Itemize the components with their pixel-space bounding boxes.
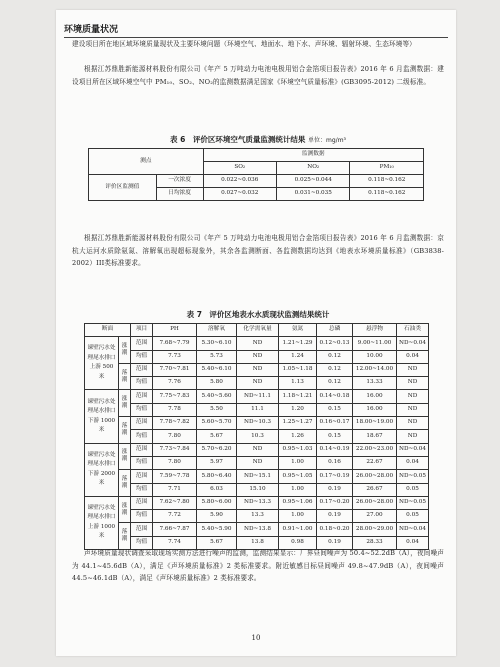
t7-row-label: 均值 [131,510,153,523]
t7-cell: ND~13.8 [237,523,279,536]
t7-cell: ND~15.1 [237,470,279,483]
t7-cell: 0.18~0.20 [317,523,353,536]
t7-cell: 1.00 [279,456,317,469]
t6-cell: 0.118~0.162 [350,175,424,188]
t7-body [85,337,429,550]
t7-cell: 26.00~28.00 [353,496,397,509]
table-row [85,510,429,523]
t7-cell: 1.00 [279,483,317,496]
t7-cell: 0.12 [317,350,353,363]
t6-cell: 0.118~0.162 [350,188,424,201]
t7-cell: 26.00~28.00 [353,470,397,483]
t7-cell: 7.76 [153,377,197,390]
t7-cell: 7.70~7.81 [153,363,197,376]
t7-cell: 0.05 [397,483,429,496]
t7-cell: 0.19 [317,483,353,496]
t7-row-label: 均值 [131,536,153,549]
t7-head: 总磷 [317,324,353,337]
t7-cell: ND~0.05 [397,496,429,509]
t7-section-name: 谏壁污水处理尾水排口上游 1000 米 [85,496,119,549]
t7-cell: 7.72 [153,510,197,523]
t6-cell: 0.022~0.036 [203,175,276,188]
t7-cell: 28.33 [353,536,397,549]
t7-cell: ND~10.3 [237,417,279,430]
table-row [85,430,429,443]
table-row [85,403,429,416]
t7-cell: 5.50 [197,403,237,416]
t7-cell: 13.3 [237,510,279,523]
t7-cell: 0.12 [317,363,353,376]
t7-cell: 0.15 [317,430,353,443]
t7-cell: 11.1 [237,403,279,416]
t7-cell: 7.73~7.84 [153,443,197,456]
t7-head: 氨氮 [279,324,317,337]
t7-cell: 5.40~5.90 [197,523,237,536]
t7-cell: 0.14~0.19 [317,443,353,456]
table-row [85,483,429,496]
t7-row-label: 范围 [131,523,153,536]
t7-tide: 涨潮 [119,496,131,523]
t7-cell: 1.25~1.27 [279,417,317,430]
t7-cell: 13.33 [353,377,397,390]
t7-cell: 5.30~6.10 [197,337,237,350]
t7-cell: 0.95~1.06 [279,496,317,509]
t7-cell: 28.00~29.00 [353,523,397,536]
t7-cell: 7.78 [153,403,197,416]
t7-row-label: 范围 [131,390,153,403]
t7-tide: 落潮 [119,363,131,390]
t7-row-label: 均值 [131,350,153,363]
t7-cell: 6.03 [197,483,237,496]
t7-cell: ND [397,417,429,430]
t7-cell: 5.80 [197,377,237,390]
t6-col: PM₁₀ [350,162,424,175]
t7-tide: 涨潮 [119,337,131,364]
t7-cell: 0.95~1.03 [279,443,317,456]
table-row [89,175,424,188]
t7-cell: 26.67 [353,483,397,496]
t7-row-label: 范围 [131,496,153,509]
t7-cell: ND~11.1 [237,390,279,403]
t7-cell: 1.21~1.29 [279,337,317,350]
table-row [85,337,429,350]
t7-tide: 落潮 [119,470,131,497]
t7-cell: 0.19 [317,536,353,549]
t7-cell: 5.97 [197,456,237,469]
t7-cell: 7.59~7.78 [153,470,197,483]
t7-cell: ND [397,377,429,390]
t7-row-label: 范围 [131,417,153,430]
intro-heading-text: 建设项目所在地区域环境质量现状及主要环境问题（环境空气、地面水、地下水、声环境、辐射环境、生态环境等） [72,40,416,48]
t7-cell: 1.05~1.18 [279,363,317,376]
t7-cell: 7.78~7.82 [153,417,197,430]
t7-cell: 0.17~0.19 [317,470,353,483]
t7-tide: 涨潮 [119,443,131,470]
t7-cell: 5.67 [197,536,237,549]
t7-cell: ND [237,363,279,376]
t7-cell: 5.67 [197,430,237,443]
t7-head: 石油类 [397,324,429,337]
t7-cell: 7.62~7.80 [153,496,197,509]
t7-cell: 5.40~5.60 [197,390,237,403]
t7-cell: 13.8 [237,536,279,549]
t7-head: PH [153,324,197,337]
t7-cell: 0.91~1.00 [279,523,317,536]
t6-row-label: 一次浓度 [156,175,203,188]
t7-section-name: 谏壁污水处理尾水排口下游 2000 米 [85,443,119,496]
t7-cell: ND [397,403,429,416]
t6-cell: 0.025~0.044 [277,175,350,188]
t7-cell: ND [397,390,429,403]
t6-head-point: 测点 [89,149,204,175]
t7-cell: 1.13 [279,377,317,390]
t7-cell: 0.98 [279,536,317,549]
t6-cell: 0.027~0.032 [203,188,276,201]
t7-cell: 7.66~7.87 [153,523,197,536]
t7-cell: 10.00 [353,350,397,363]
table7-caption: 表 7 评价区地表水水质现状监测结果统计 [186,310,330,319]
t7-row-label: 均值 [131,403,153,416]
t7-cell: 5.70~6.20 [197,443,237,456]
t6-col: SO₂ [203,162,276,175]
t7-cell: ND~0.04 [397,523,429,536]
table-row [85,456,429,469]
t7-head: 断面 [85,324,131,337]
t7-cell: 0.04 [397,456,429,469]
t7-tide: 落潮 [119,523,131,550]
air-quality-table [88,148,424,201]
t7-cell: 0.05 [397,510,429,523]
t7-cell: ND~0.05 [397,470,429,483]
t7-section-name: 谏壁污水处理尾水排口上游 500 米 [85,337,119,390]
t7-cell: 0.16~0.17 [317,417,353,430]
t7-row-label: 均值 [131,483,153,496]
t6-col: NO₂ [277,162,350,175]
table-row [85,350,429,363]
t7-cell: ND [397,363,429,376]
table-row [85,363,429,376]
table-row [85,377,429,390]
document-page [56,10,456,656]
t7-cell: 7.75~7.83 [153,390,197,403]
table-row [85,496,429,509]
water-quality-table [84,323,429,550]
t7-cell: 1.18~1.21 [279,390,317,403]
t7-tide: 涨潮 [119,390,131,417]
t7-cell: 1.00 [279,510,317,523]
t7-cell: 0.12 [317,377,353,390]
table6-caption-text: 表 6 评价区环境空气质量监测统计结果 [170,135,306,144]
table6-caption [72,134,444,145]
t7-cell: ND [237,337,279,350]
t7-cell: 12.00~14.00 [353,363,397,376]
table-row [85,470,429,483]
t7-head: 悬浮物 [353,324,397,337]
t7-cell: ND [397,430,429,443]
t7-head: 化学需氧量 [237,324,279,337]
t7-cell: 16.00 [353,403,397,416]
table-row [85,523,429,536]
t7-cell: 18.67 [353,430,397,443]
t7-cell: 5.60~5.70 [197,417,237,430]
t7-cell: 5.80~6.40 [197,470,237,483]
t7-cell: 5.90 [197,510,237,523]
t6-row-label: 日均浓度 [156,188,203,201]
table-row [85,390,429,403]
t7-cell: 0.17~0.20 [317,496,353,509]
t7-tide: 落潮 [119,417,131,444]
t7-cell: 18.00~19.00 [353,417,397,430]
table-row [85,417,429,430]
air-quality-paragraph: 根据江苏鼎胜新能源材料股份有限公司《年产 5 万吨动力电池电极用铝合金箔项目报告表》2016 年 6 月监测数据：建设项目所在区域环境空气中 PM₁₀、SO₂、NO₂的监测数据满足国家《环境空气质量标准》(GB3095-2012) 二级标准。 [72,65,444,86]
t7-cell: 0.04 [397,536,429,549]
t7-cell: 15.10 [237,483,279,496]
t7-head: 项目 [131,324,153,337]
t7-cell: 7.80 [153,430,197,443]
t7-cell: 27.00 [353,510,397,523]
t6-head-group: 监测数据 [203,149,423,162]
t7-row-label: 范围 [131,470,153,483]
t7-cell: 7.73 [153,350,197,363]
t7-cell: 7.80 [153,456,197,469]
section-heading: 环境质量状况 [64,22,448,38]
t7-cell: 7.68~7.79 [153,337,197,350]
t7-cell: 5.73 [197,350,237,363]
table-row [85,443,429,456]
t7-cell: 0.16 [317,456,353,469]
t7-cell: ND [237,443,279,456]
t7-cell: 0.04 [397,350,429,363]
t7-cell: 7.74 [153,536,197,549]
t7-cell: 1.20 [279,403,317,416]
t7-cell: 1.26 [279,430,317,443]
t7-cell: 22.00~23.00 [353,443,397,456]
t7-cell: 5.40~6.10 [197,363,237,376]
t7-cell: ND [237,350,279,363]
table6-unit: 单位：mg/m³ [308,137,346,144]
t7-cell: 0.95~1.05 [279,470,317,483]
t7-cell: 7.71 [153,483,197,496]
t7-cell: 5.80~6.00 [197,496,237,509]
t7-cell: 1.24 [279,350,317,363]
t7-row-label: 范围 [131,443,153,456]
t7-cell: ND [237,456,279,469]
t7-row-label: 均值 [131,456,153,469]
page-number: 10 [251,634,261,642]
t7-row-label: 均值 [131,377,153,390]
t7-row-label: 均值 [131,430,153,443]
water-quality-paragraph: 根据江苏鼎胜新能源材料股份有限公司《年产 5 万吨动力电池电极用铝合金箔项目报告表》2016 年 6 月监测数据：京杭大运河水质除氨氮、溶解氧出现超标现象外，其余各监测断面、各监测数据均达到《地表水环境质量标准》（GB3838-2002）III类标准要求。 [72,234,444,267]
t7-cell: 9.00~11.00 [353,337,397,350]
t7-cell: 0.19 [317,510,353,523]
noise-paragraph: 声环境质量现状调查采取现场实测方法进行噪声的监测，监测结果显示：厂界昼间噪声为 50.4~52.2dB（A），夜间噪声为 44.1~45.6dB（A），满足《声环境质量标准》2 类标准要求。附近敏感目标昼间噪声 49.8~47.9dB（A），夜间噪声 44.5~46.1dB（A），满足《声环境质量标准》2 类标准要求。 [72,549,444,582]
t7-cell: 22.67 [353,456,397,469]
t7-head: 溶解氧 [197,324,237,337]
t6-cell: 0.031~0.035 [277,188,350,201]
t7-cell: 10.3 [237,430,279,443]
t7-cell: 0.12~0.13 [317,337,353,350]
t7-row-label: 范围 [131,363,153,376]
t7-cell: ND~13.3 [237,496,279,509]
t7-cell: ND~0.04 [397,337,429,350]
t7-section-name: 谏壁污水处理尾水排口下游 1000 米 [85,390,119,443]
t7-cell: 16.00 [353,390,397,403]
t7-cell: ND~0.04 [397,443,429,456]
t7-cell: ND [237,377,279,390]
t7-row-label: 范围 [131,337,153,350]
t7-cell: 0.15 [317,403,353,416]
t6-site: 评价区监测值 [89,175,157,201]
t7-cell: 0.14~0.18 [317,390,353,403]
